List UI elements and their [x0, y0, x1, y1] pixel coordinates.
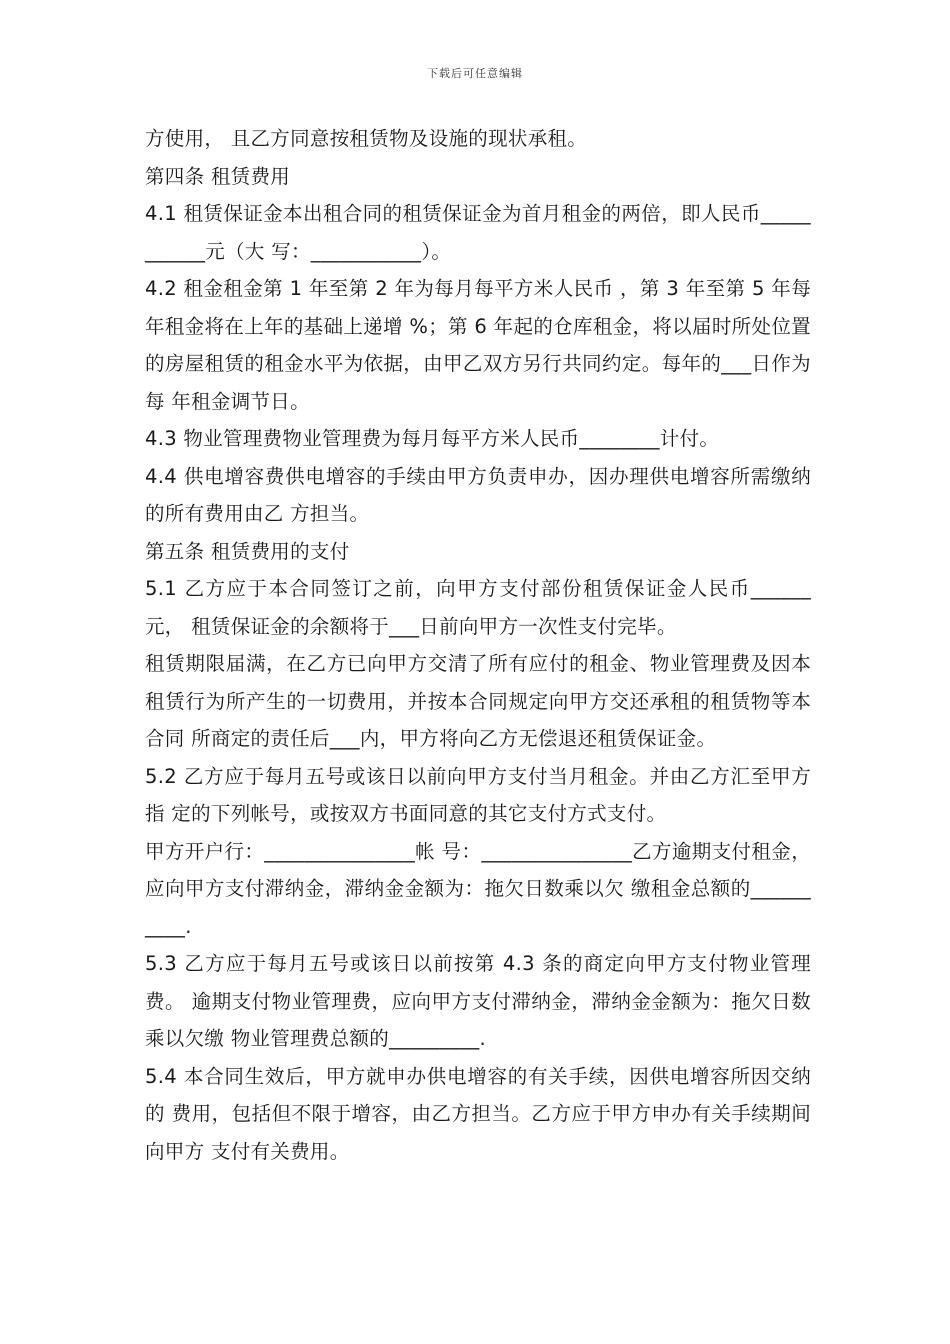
- paragraph-5-4: 5.4 本合同生效后，甲方就申办供电增容的有关手续，因供电增容所因交纳的 费用，包括但不限于增容，由乙方担当。乙方应于甲方申办有关手续期间向甲方 支付有关费用。: [145, 1064, 811, 1163]
- paragraph-5-3: 5.3 乙方应于每月五号或该日以前按第 4.3 条的商定向甲方支付物业管理费。 逾期支付物业管理费，应向甲方支付滞纳金，滞纳金金额为：拖欠日数乘以欠缴 物业管理费总额的_________.: [145, 952, 811, 1050]
- paragraph-5-2: 5.2 乙方应于每月五号或该日以前向甲方支付当月租金。并由乙方汇至甲方指 定的下列帐号，或按双方书面同意的其它支付方式支付。: [145, 764, 811, 825]
- paragraph-bank-account: 甲方开户行：_______________帐 号：_______________乙方逾期支付租金，应向甲方支付滞纳金，滞纳金金额为：拖欠日数乘以欠 缴租金总额的__________.: [145, 839, 811, 938]
- document-body: [145, 120, 811, 1170]
- paragraph-deposit-refund: 租赁期限届满，在乙方已向甲方交清了所有应付的租金、物业管理费及因本 租赁行为所产生的一切费用，并按本合同规定向甲方交还承租的租赁物等本合同 所商定的责任后___内，甲方将向乙方无偿退还租赁保证金。: [145, 652, 811, 750]
- paragraph-4-4: 4.4 供电增容费供电增容的手续由甲方负责申办，因办理供电增容所需缴纳的所有费用由乙 方担当。: [145, 464, 811, 525]
- page-header: 下载后可任意编辑: [427, 67, 523, 80]
- section-heading-article-5: 第五条 租赁费用的支付: [145, 539, 350, 563]
- paragraph-4-1: 4.1 租赁保证金本出租合同的租赁保证金为首月租金的两倍，即人民币___________元（大 写：___________）。: [145, 202, 811, 263]
- paragraph-continuation: 方使用， 且乙方同意按租赁物及设施的现状承租。: [145, 127, 588, 150]
- section-heading-article-4: 第四条 租赁费用: [145, 164, 291, 188]
- paragraph-4-3: 4.3 物业管理费物业管理费为每月每平方米人民币________计付。: [145, 427, 720, 450]
- paragraph-5-1: 5.1 乙方应于本合同签订之前，向甲方支付部份租赁保证金人民币______元， 租赁保证金的余额将于___日前向甲方一次性支付完毕。: [145, 577, 811, 638]
- paragraph-4-2: 4.2 租金租金第 1 年至第 2 年为每月每平方米人民币 ，第 3 年至第 5 年每年租金将在上年的基础上递增 %；第 6 年起的仓库租金，将以届时所处位置的房屋租赁的租金水平为依据，由甲乙双方另行共同约定。每年的___日作为每 年租金调节日。: [145, 277, 811, 413]
